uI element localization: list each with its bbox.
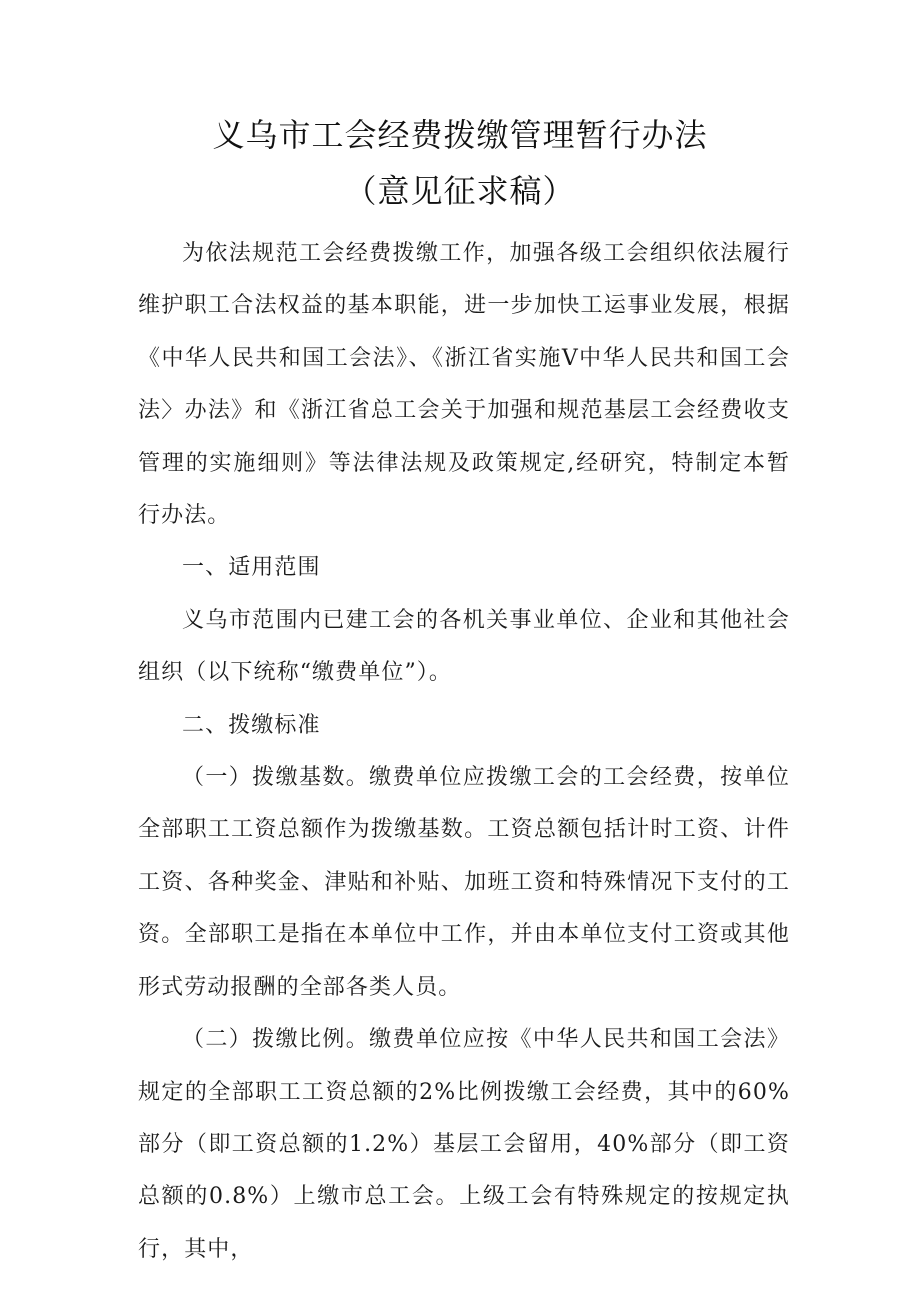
section-heading-scope: 一、适用范围 xyxy=(182,555,321,581)
base-paragraph: （一）拨缴基数。缴费单位应拨缴工会的工会经费，按单位全部职工工资总额作为拨缴基数。工资总额包括计时工资、计件工资、各种奖金、津贴和补贴、加班工资和特殊情况下支付的工资。全部职工是指在本单位中工作，并由本单位支付工资或其他形式劳动报酬的全部各类人员。 xyxy=(138,765,790,1000)
ratio-paragraph: （二）拨缴比例。缴费单位应按《中华人民共和国工会法》规定的全部职工工资总额的2%比例拨缴工会经费，其中的60%部分（即工资总额的1.2%）基层工会留用，40%部分（即工资总额的0.8%）上缴市总工会。上级工会有特殊规定的按规定执行，其中， xyxy=(138,1027,790,1262)
document-title: 义乌市工会经费拨缴管理暂行办法 xyxy=(212,116,708,154)
section-heading-standard: 二、拨缴标准 xyxy=(182,712,321,738)
document-subtitle: （意见征求稿） xyxy=(344,172,576,210)
scope-paragraph: 义乌市范围内已建工会的各机关事业单位、企业和其他社会组织（以下统称“缴费单位”）。 xyxy=(138,607,790,686)
document-body xyxy=(138,228,790,1276)
preamble-paragraph: 为依法规范工会经费拨缴工作，加强各级工会组织依法履行维护职工合法权益的基本职能，进一步加快工运事业发展，根据《中华人民共和国工会法》、《浙江省实施V中华人民共和国工会法〉办法》和《浙江省总工会关于加强和规范基层工会经费收支管理的实施细则》等法律法规及政策规定,经研究，特制定本暂行办法。 xyxy=(138,241,790,529)
